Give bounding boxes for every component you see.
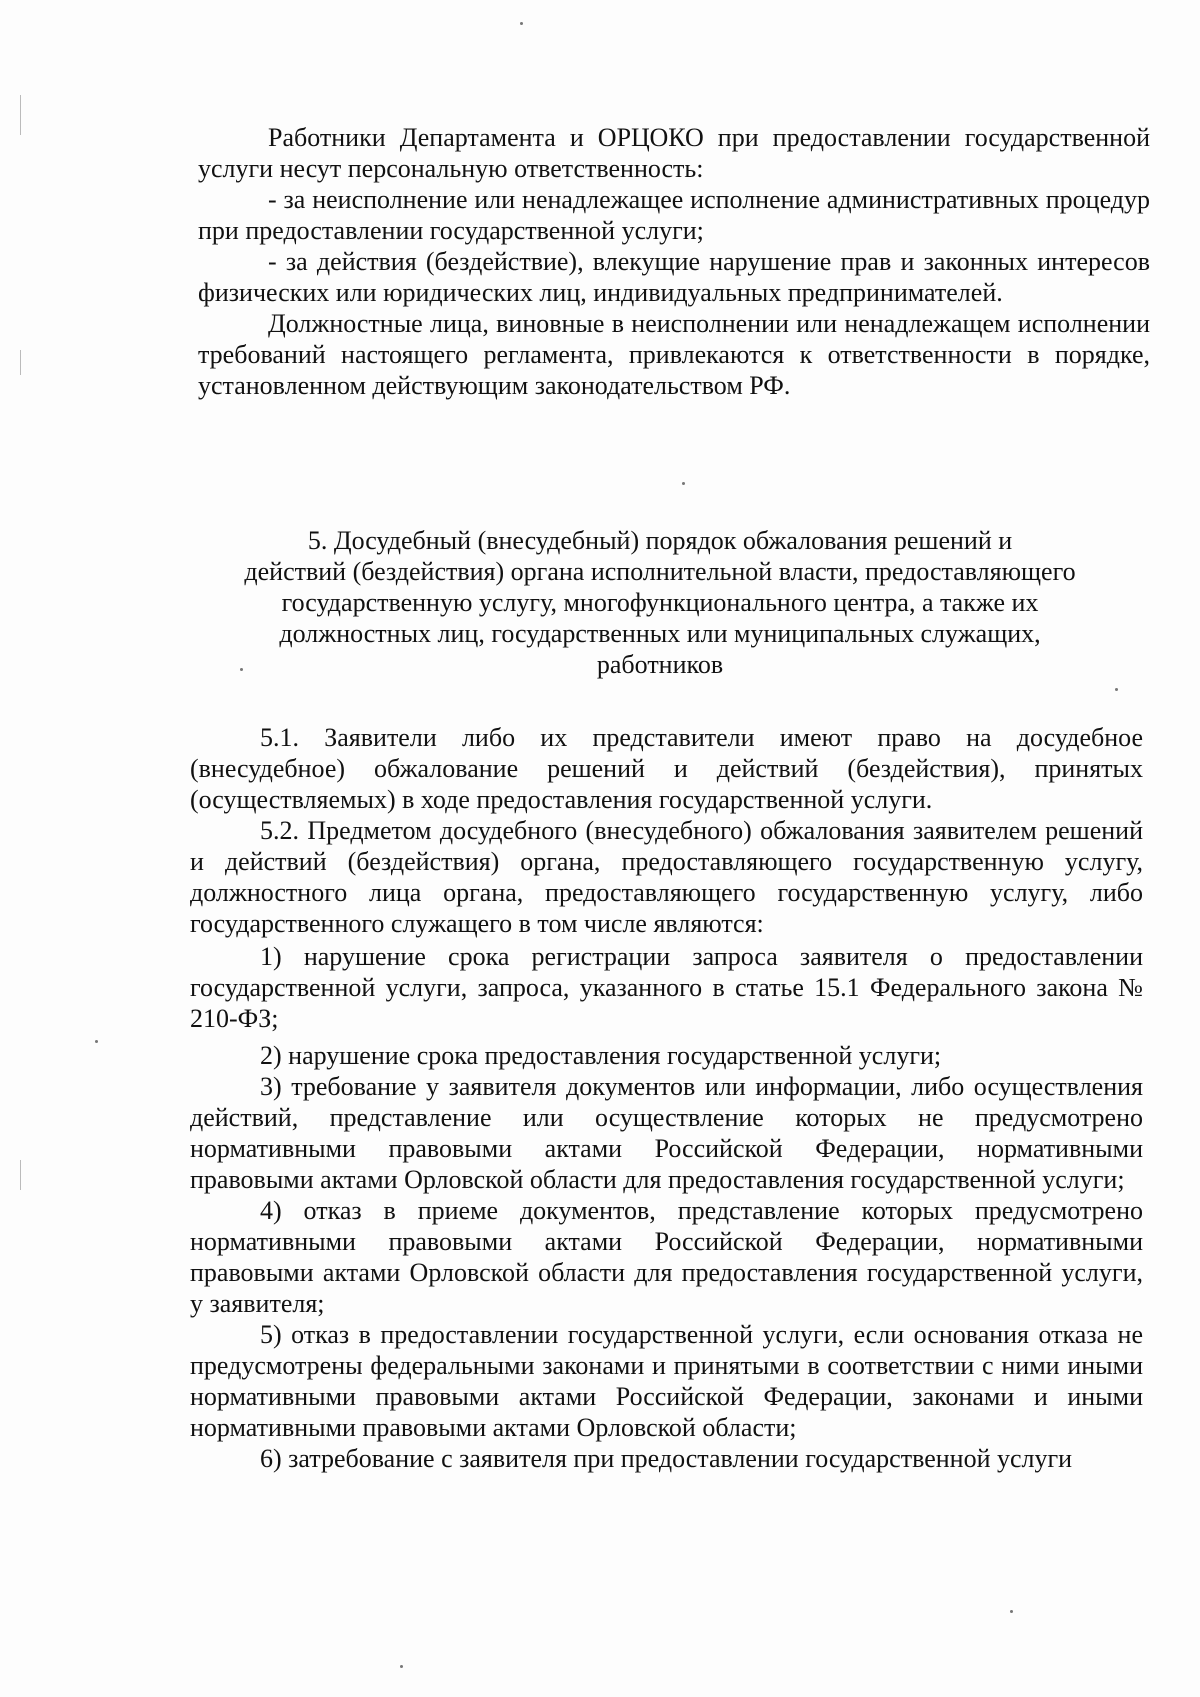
list-item-2: 2) нарушение срока предоставления государственной услуги; [260, 1041, 942, 1070]
scan-speck [1010, 1610, 1013, 1613]
paragraph-dash-1: - за неисполнение или ненадлежащее исполнение административных процедур при предоставлении государственной услуги; [198, 185, 1150, 245]
list-item-3: 3) требование у заявителя документов или информации, либо осуществления действий, представление или осуществление которых не предусмотрено нормативными правовыми актами Российской Федерации, нормативными правовыми актами Орловской области для предоставления государственной услуги; [190, 1072, 1143, 1194]
paragraph-5-2: 5.2. Предметом досудебного (внесудебного) обжалования заявителем решений и действий (бездействия) органа, предоставляющего государственную услугу, должностного лица органа, предоставляющего государственную услугу, либо государственного служащего в том числе являются: [190, 816, 1143, 938]
heading-line: должностных лиц, государственных или муниципальных служащих, [279, 619, 1041, 648]
paragraph-dash-2: - за действия (бездействие), влекущие нарушение прав и законных интересов физических или юридических лиц, индивидуальных предпринимателей. [198, 247, 1150, 307]
scan-speck [682, 482, 685, 485]
list-item-5: 5) отказ в предоставлении государственной услуги, если основания отказа не предусмотрены федеральными законами и принятыми в соответствии с ними иными нормативными правовыми актами Российской Федерации, законами и иными нормативными правовыми актами Орловской области; [190, 1320, 1143, 1442]
scan-speck [1115, 688, 1118, 691]
list-item-1: 1) нарушение срока регистрации запроса заявителя о предоставлении государственной услуги, запроса, указанного в статье 15.1 Федерального закона № 210-ФЗ; [190, 942, 1143, 1033]
heading-line: работников [596, 650, 724, 679]
list-item-6: 6) затребование с заявителя при предоставлении государственной услуги [260, 1444, 1073, 1473]
paragraph-officials: Должностные лица, виновные в неисполнении или ненадлежащем исполнении требований настоящего регламента, привлекаются к ответственности в порядке, установленном действующим законодательством РФ. [198, 309, 1150, 400]
section5-heading [195, 525, 1125, 680]
list-item-4: 4) отказ в приеме документов, представление которых предусмотрено нормативными правовыми актами Российской Федерации, нормативными правовыми актами Орловской области для предоставления государственной услуги, у заявителя; [190, 1196, 1143, 1318]
section4-end-block [198, 122, 1150, 401]
scan-speck [520, 22, 523, 25]
scan-edge-mark [20, 350, 21, 375]
scan-edge-mark [20, 1160, 21, 1190]
paragraph-responsibility: Работники Департамента и ОРЦОКО при предоставлении государственной услуги несут персональную ответственность: [198, 123, 1150, 183]
paragraph-5-1: 5.1. Заявители либо их представители имеют право на досудебное (внесудебное) обжалование решений и действий (бездействия), принятых (осуществляемых) в ходе предоставления государственной услуги. [190, 723, 1143, 814]
scan-edge-mark [20, 95, 21, 135]
heading-line: государственную услугу, многофункционального центра, а также их [281, 588, 1039, 617]
heading-line: 5. Досудебный (внесудебный) порядок обжалования решений и [307, 526, 1013, 555]
heading-line: действий (бездействия) органа исполнительной власти, предоставляющего [244, 557, 1076, 586]
scan-speck [95, 1040, 98, 1043]
section5-body-block [190, 722, 1143, 1474]
scan-speck [400, 1665, 403, 1668]
